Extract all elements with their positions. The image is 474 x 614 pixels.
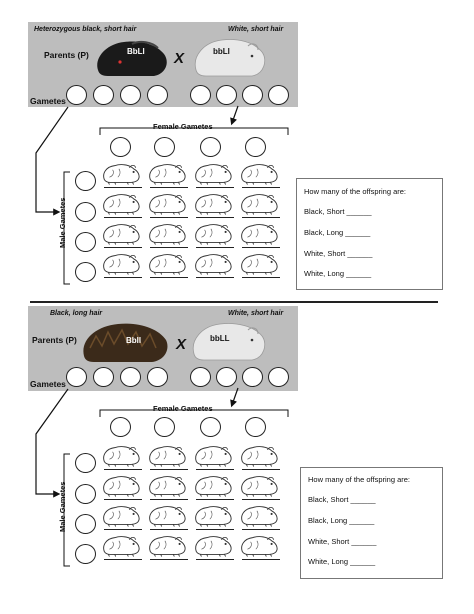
guinea-pig-outline-icon: [238, 250, 280, 276]
offspring-answer-line[interactable]: [150, 277, 188, 278]
guinea-pig-outline-icon: [146, 160, 188, 186]
parent2-genotype: bbLL: [210, 334, 230, 343]
offspring-answer-line[interactable]: [104, 187, 142, 188]
guinea-pig-outline-icon: [146, 502, 188, 528]
arrow-female-2: [232, 388, 238, 405]
bracket-female-1: [100, 128, 288, 135]
option-black-long[interactable]: Black, Long ______: [304, 228, 371, 237]
offspring-answer-line[interactable]: [242, 559, 280, 560]
option-black-short[interactable]: Black, Short ______: [308, 495, 376, 504]
guinea-pig-outline-icon: [192, 532, 234, 558]
offspring-answer-line[interactable]: [150, 499, 188, 500]
parents-label: Parents (P): [32, 335, 77, 345]
offspring-answer-line[interactable]: [242, 499, 280, 500]
offspring-answer-line[interactable]: [196, 469, 234, 470]
guinea-pig-outline-icon: [238, 160, 280, 186]
guinea-pig-outline-icon: [100, 472, 142, 498]
arrow-male-1: [36, 107, 68, 212]
offspring-answer-line[interactable]: [150, 187, 188, 188]
guinea-pig-outline-icon: [146, 442, 188, 468]
bracket-female-2: [100, 410, 288, 417]
guinea-pig-outline-icon: [238, 442, 280, 468]
offspring-answer-line[interactable]: [104, 499, 142, 500]
guinea-pig-outline-icon: [192, 502, 234, 528]
guinea-pig-outline-icon: [192, 190, 234, 216]
offspring-answer-line[interactable]: [242, 247, 280, 248]
parent2-genotype: bbLl: [213, 47, 230, 56]
option-white-short[interactable]: White, Short ______: [304, 249, 373, 258]
offspring-answer-line[interactable]: [242, 277, 280, 278]
offspring-question: How many of the offspring are:: [304, 187, 406, 196]
parent2-description: White, short hair: [228, 310, 284, 317]
offspring-answer-line[interactable]: [104, 559, 142, 560]
offspring-answer-line[interactable]: [150, 217, 188, 218]
guinea-pig-outline-icon: [146, 250, 188, 276]
guinea-pig-outline-icon: [100, 502, 142, 528]
offspring-answer-line[interactable]: [196, 529, 234, 530]
offspring-answer-line[interactable]: [242, 469, 280, 470]
guinea-pig-outline-icon: [192, 442, 234, 468]
female-gametes-title: Female Gametes: [153, 404, 213, 413]
guinea-pig-outline-icon: [100, 532, 142, 558]
cross-symbol: X: [174, 50, 185, 67]
offspring-answer-line[interactable]: [196, 187, 234, 188]
guinea-pig-outline-icon: [238, 190, 280, 216]
parent1-description: Black, long hair: [50, 310, 103, 317]
guinea-pig-outline-icon: [238, 220, 280, 246]
arrow-female-1: [232, 106, 238, 123]
offspring-answer-line[interactable]: [150, 529, 188, 530]
option-white-long[interactable]: White, Long ______: [308, 557, 376, 566]
offspring-answer-line[interactable]: [150, 469, 188, 470]
option-white-short[interactable]: White, Short ______: [308, 537, 377, 546]
guinea-pig-outline-icon: [192, 250, 234, 276]
guinea-pig-outline-icon: [146, 532, 188, 558]
parent1-genotype: BbLl: [127, 47, 145, 56]
option-white-long[interactable]: White, Long ______: [304, 269, 372, 278]
offspring-answer-line[interactable]: [104, 529, 142, 530]
gametes-label: Gametes: [30, 379, 66, 389]
offspring-answer-line[interactable]: [196, 499, 234, 500]
guinea-pig-outline-icon: [238, 472, 280, 498]
guinea-pig-outline-icon: [238, 532, 280, 558]
guinea-pig-outline-icon: [100, 442, 142, 468]
bracket-male-2: [64, 454, 70, 566]
gametes-label: Gametes: [30, 96, 66, 106]
cross-symbol: X: [176, 336, 187, 353]
parents-label: Parents (P): [44, 50, 89, 60]
offspring-answer-line[interactable]: [150, 559, 188, 560]
offspring-answer-line[interactable]: [104, 217, 142, 218]
offspring-answer-line[interactable]: [196, 277, 234, 278]
offspring-answer-line[interactable]: [242, 529, 280, 530]
offspring-answer-line[interactable]: [196, 247, 234, 248]
option-black-long[interactable]: Black, Long ______: [308, 516, 375, 525]
male-gametes-title: Male Gametes: [58, 481, 67, 532]
male-gametes-title: Male Gametes: [58, 197, 67, 248]
offspring-answer-line[interactable]: [196, 559, 234, 560]
arrow-male-2: [36, 389, 68, 494]
guinea-pig-outline-icon: [192, 472, 234, 498]
parent1-genotype: Bbll: [126, 336, 142, 345]
bracket-male-1: [64, 172, 70, 284]
offspring-answer-line[interactable]: [104, 247, 142, 248]
guinea-pig-outline-icon: [100, 190, 142, 216]
guinea-pig-outline-icon: [100, 220, 142, 246]
guinea-pig-outline-icon: [100, 160, 142, 186]
parent1-description: Heterozygous black, short hair: [34, 26, 137, 33]
guinea-pig-outline-icon: [146, 190, 188, 216]
guinea-pig-outline-icon: [192, 220, 234, 246]
offspring-answer-line[interactable]: [104, 277, 142, 278]
option-black-short[interactable]: Black, Short ______: [304, 207, 372, 216]
guinea-pig-outline-icon: [146, 472, 188, 498]
offspring-answer-line[interactable]: [242, 187, 280, 188]
guinea-pig-outline-icon: [238, 502, 280, 528]
parent2-description: White, short hair: [228, 26, 284, 33]
offspring-answer-line[interactable]: [104, 469, 142, 470]
offspring-answer-line[interactable]: [150, 247, 188, 248]
offspring-answer-line[interactable]: [242, 217, 280, 218]
offspring-answer-line[interactable]: [196, 217, 234, 218]
guinea-pig-outline-icon: [100, 250, 142, 276]
guinea-pig-outline-icon: [146, 220, 188, 246]
guinea-pig-outline-icon: [192, 160, 234, 186]
female-gametes-title: Female Gametes: [153, 122, 213, 131]
offspring-question: How many of the offspring are:: [308, 475, 410, 484]
